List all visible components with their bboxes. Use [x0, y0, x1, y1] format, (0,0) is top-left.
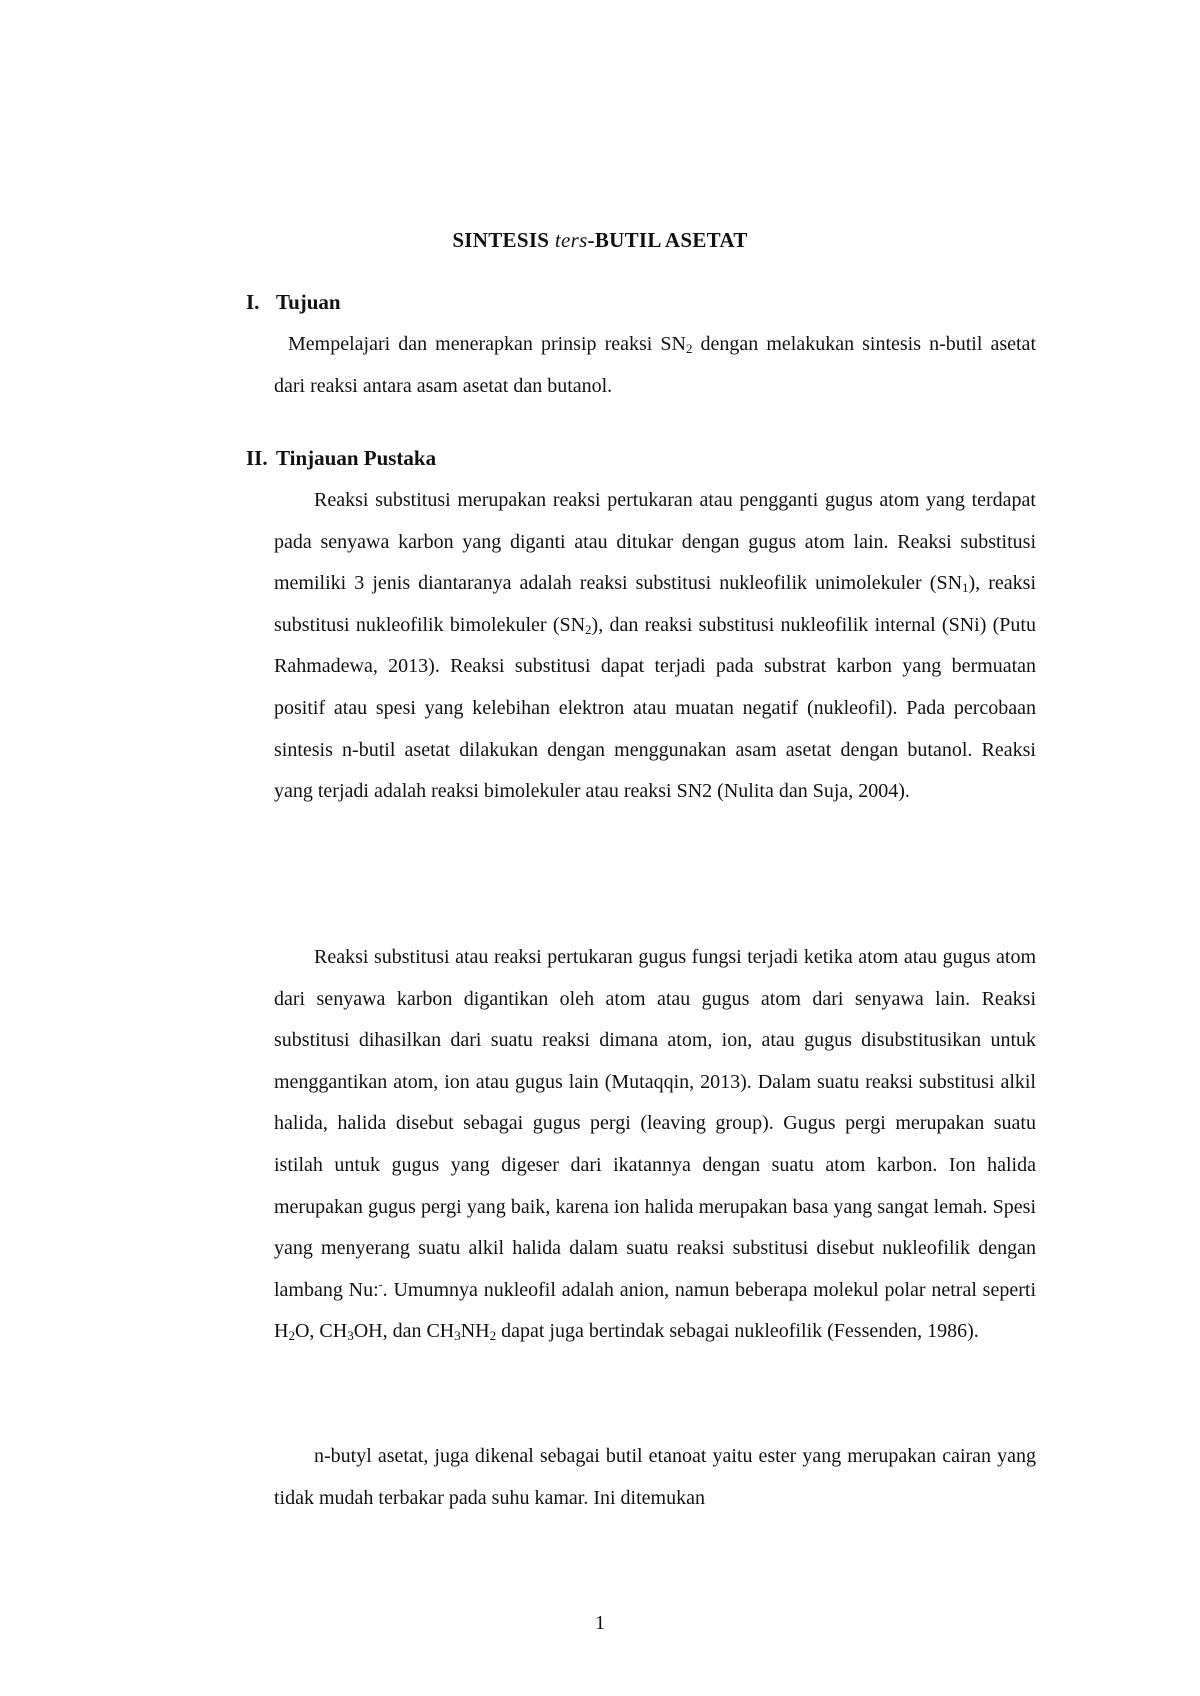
- section-heading-tujuan: [246, 290, 341, 315]
- section-number: I.: [246, 290, 260, 314]
- section-title: Tujuan: [276, 290, 341, 314]
- title-italic: ters: [554, 228, 588, 252]
- tinjauan-paragraph-3: n-butyl asetat, juga dikenal sebagai butil etanoat yaitu ester yang merupakan cairan yang tidak mudah terbakar pada suhu kamar. Ini ditemukan: [274, 1445, 1036, 1509]
- document-title: [0, 228, 1200, 253]
- tinjauan-paragraph-2: Reaksi substitusi atau reaksi pertukaran gugus fungsi terjadi ketika atom atau gugus atom dari senyawa karbon digantikan oleh atom atau gugus atom dari senyawa lain. Reaksi substitusi dihasilkan dari suatu reaksi dimana atom, ion, atau gugus disubstitusikan untuk menggantikan atom, ion atau gugus lain (Mutaqqin, 2013). Dalam suatu reaksi substitusi alkil halida, halida disebut sebagai gugus pergi (leaving group). Gugus pergi merupakan suatu istilah untuk gugus yang digeser dari ikatannya dengan suatu atom karbon. Ion halida merupakan gugus pergi yang baik, karena ion halida merupakan basa yang sangat lemah. Spesi yang menyerang suatu alkil halida dalam suatu reaksi substitusi disebut nukleofilik dengan lambang Nu:-. Umumnya nukleofil adalah anion, namun beberapa molekul polar netral seperti $H_2O$, $CH_3OH$, dan $CH_3NH_2$ dapat juga bertindak sebagai nukleofilik (Fessenden, 1986).: [274, 946, 1036, 1344]
- tujuan-paragraph: Mempelajari dan menerapkan prinsip reaksi $SN_2$ dengan melakukan sintesis n-butil asetat dari reaksi antara asam asetat dan butanol.: [274, 333, 1036, 397]
- page-number: 1: [595, 1612, 605, 1634]
- section-heading-tinjauan-pustaka: [246, 446, 436, 471]
- section-number: II.: [246, 446, 268, 470]
- title-prefix: SINTESIS: [452, 228, 555, 252]
- tinjauan-paragraph-1: Reaksi substitusi merupakan reaksi pertukaran atau pengganti gugus atom yang terdapat pada senyawa karbon yang diganti atau ditukar dengan gugus atom lain. Reaksi substitusi memiliki 3 jenis diantaranya adalah reaksi substitusi nukleofilik unimolekuler $(SN_1)$, reaksi substitusi nukleofilik bimolekuler $(SN_2)$, dan reaksi substitusi nukleofilik internal (SNi) (Putu Rahmadewa, 2013). Reaksi substitusi dapat terjadi pada substrat karbon yang bermuatan positif atau spesi yang kelebihan elektron atau muatan negatif (nukleofil). Pada percobaan sintesis n-butil asetat dilakukan dengan menggunakan asam asetat dengan butanol. Reaksi yang terjadi adalah reaksi bimolekuler atau reaksi SN2 (Nulita dan Suja, 2004).: [274, 489, 1036, 803]
- section-title: Tinjauan Pustaka: [276, 446, 437, 470]
- title-suffix: -BUTIL ASETAT: [587, 228, 748, 252]
